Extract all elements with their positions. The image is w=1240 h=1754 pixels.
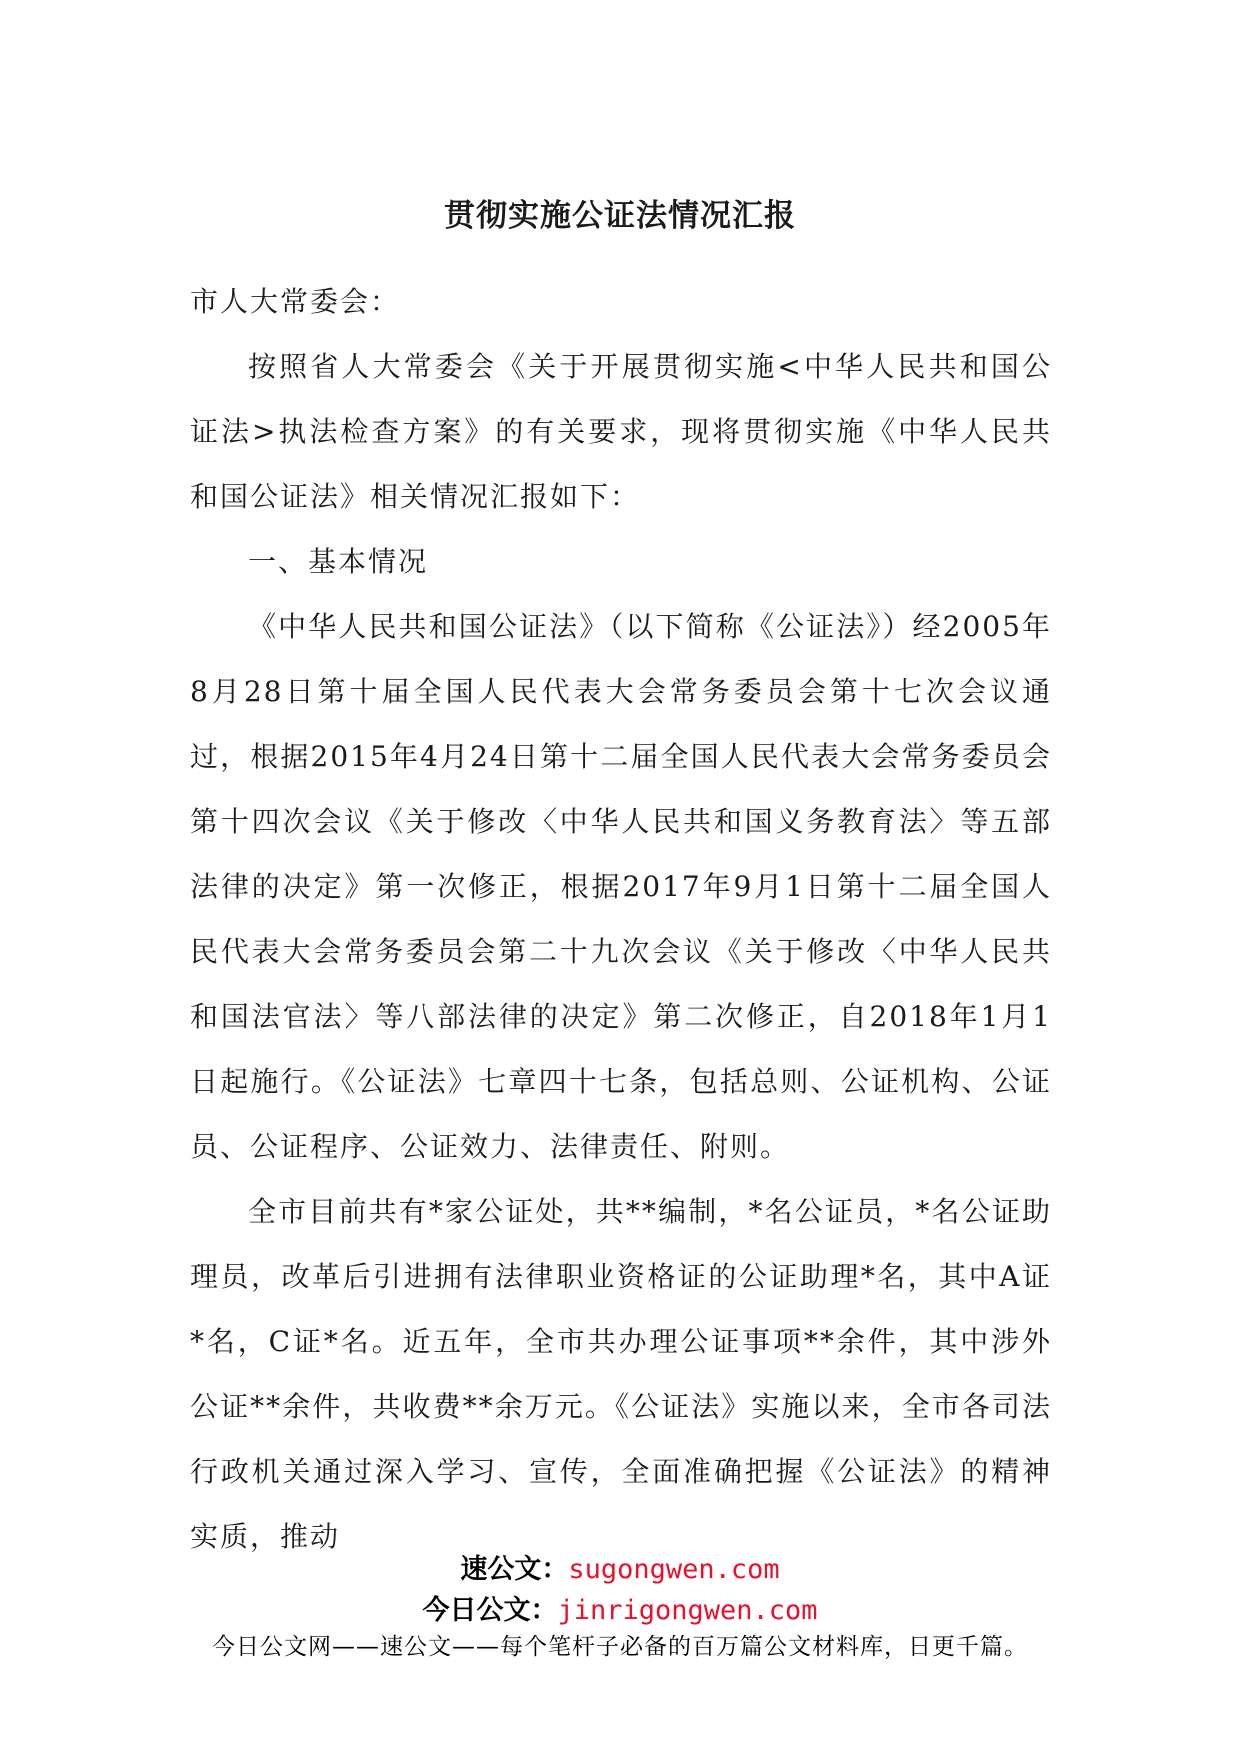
footer-label-2: 今日公文： [422,1595,558,1626]
footer-link-jinrigongwen[interactable]: jinrigongwen.com [557,1595,818,1626]
footer-slogan-text: 今日公文网——速公文——每个笔杆子必备的百万篇公文材料库，日更千篇。 [212,1634,1028,1660]
document-body [190,269,1052,1569]
paragraph-city-stats: 全市目前共有*家公证处，共**编制，*名公证员，*名公证助理员，改革后引进拥有法律职业资格证的公证助理*名，其中A证*名，C证*名。近五年，全市共办理公证事项**余件，其中涉外公证**余件，共收费**余万元。《公证法》实施以来，全市各司法行政机关通过深入学习、宣传，全面准确把握《公证法》的精神实质，推动 [190,1195,1052,1553]
page-title: 贯彻实施公证法情况汇报 [444,198,796,234]
paragraph-law-history: 《中华人民共和国公证法》（以下简称《公证法》）经2005年8月28日第十届全国人民代表大会常务委员会第十七次会议通过，根据2015年4月24日第十二届全国人民代表大会常务委员会第十四次会议《关于修改〈中华人民共和国义务教育法〉等五部法律的决定》第一次修正，根据2017年9月1日第十二届全国人民代表大会常务委员会第二十九次会议《关于修改〈中华人民共和国法官法〉等八部法律的决定》第二次修正，自2018年1月1日起施行。《公证法》七章四十七条，包括总则、公证机构、公证员、公证程序、公证效力、法律责任、附则。 [190,610,1052,1163]
paragraph-intro: 按照省人大常委会《关于开展贯彻实施<中华人民共和国公证法>执法检查方案》的有关要求，现将贯彻实施《中华人民共和国公证法》相关情况汇报如下： [190,350,1052,513]
salutation: 市人大常委会： [190,285,401,318]
footer-sugongwen [0,1547,1240,1586]
footer-slogan [0,1628,1240,1661]
footer-jinrigongwen [0,1588,1240,1627]
footer-link-sugongwen[interactable]: sugongwen.com [568,1554,780,1585]
footer-label-1: 速公文： [460,1554,569,1585]
section-heading-basic: 一、基本情况 [248,545,429,578]
